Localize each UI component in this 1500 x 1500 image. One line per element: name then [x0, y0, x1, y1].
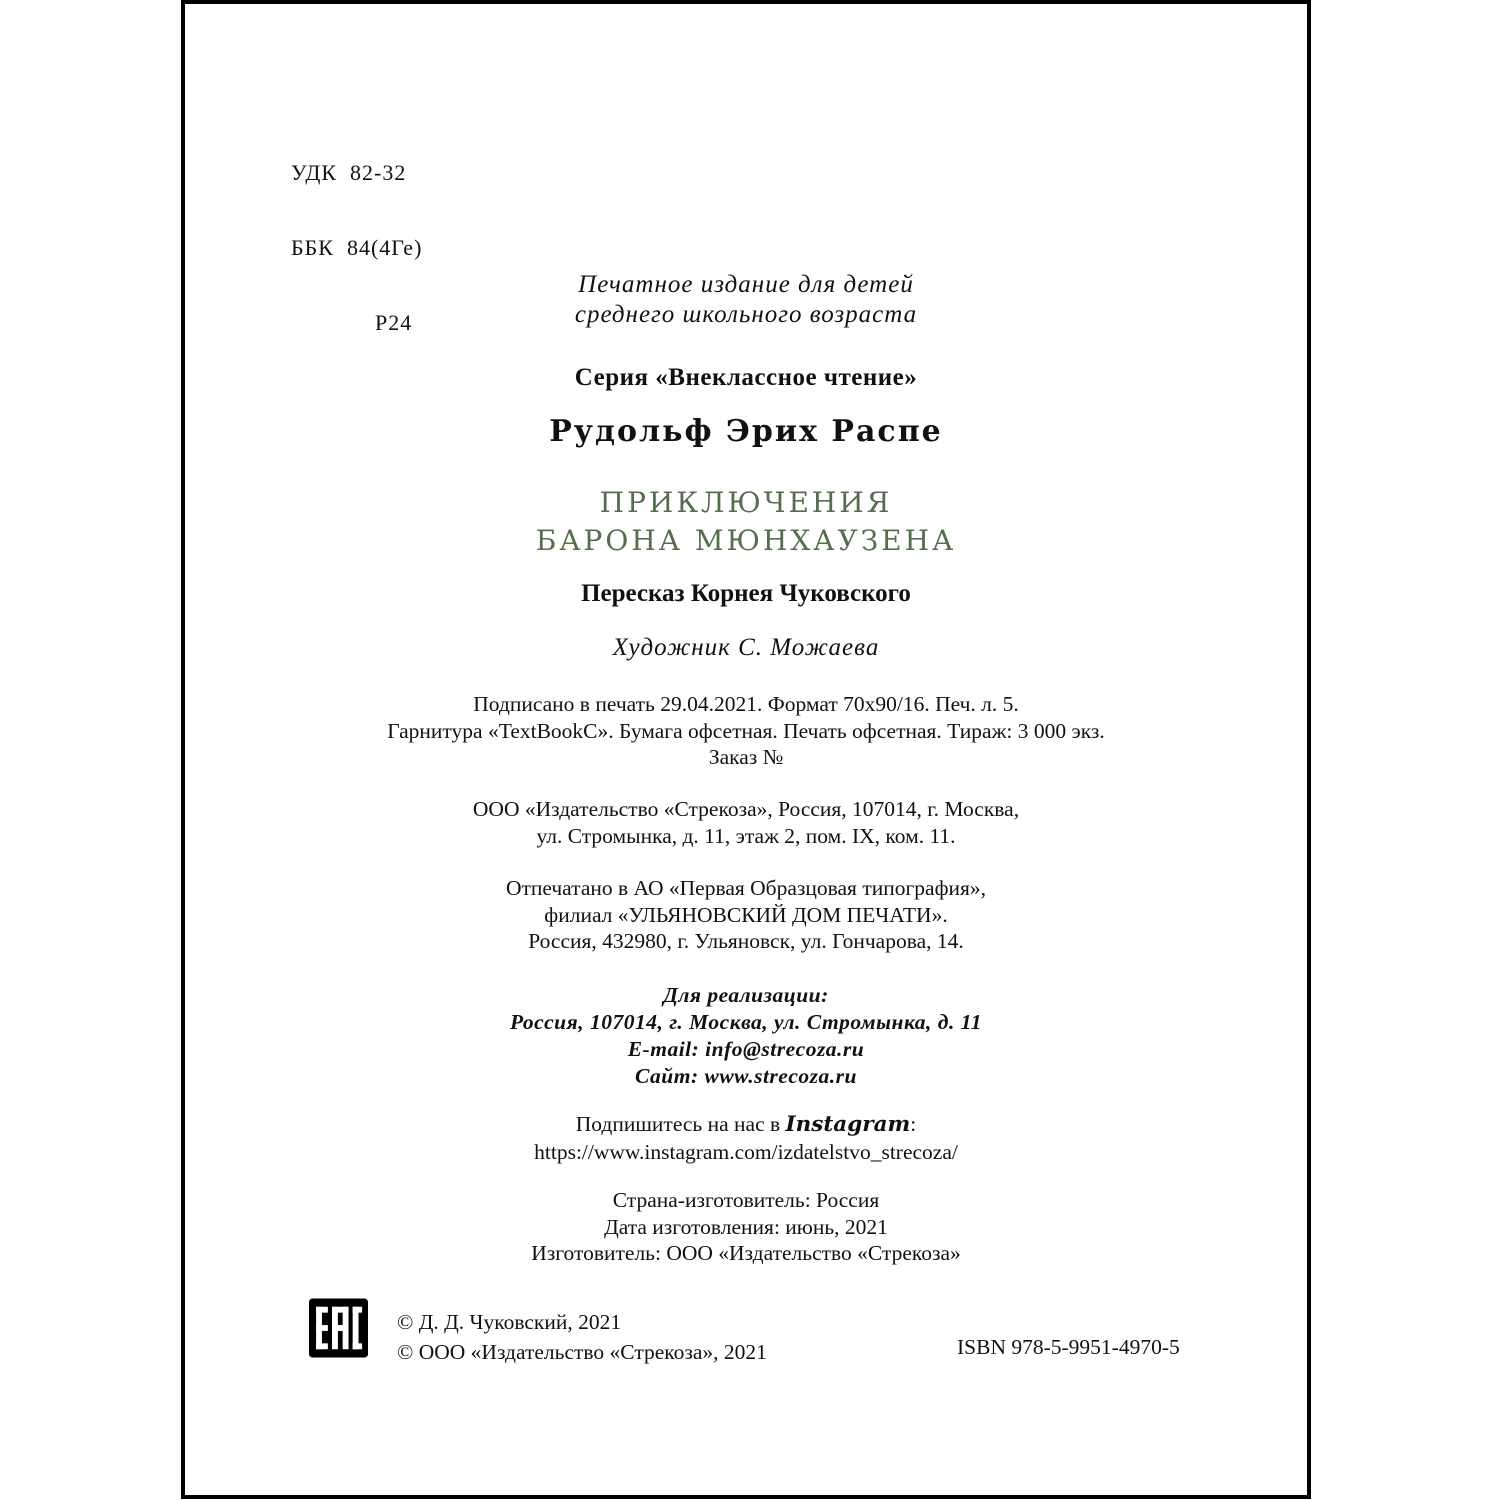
publisher-address: [185, 796, 1307, 849]
copyright-line: © Д. Д. Чуковский, 2021: [397, 1310, 622, 1334]
sales-info-line: Россия, 107014, г. Москва, ул. Стромынка, д. 11: [509, 1010, 983, 1034]
copyright-lines: [397, 1307, 767, 1367]
instagram-invite-prefix: Подпишитесь на нас в: [575, 1112, 786, 1136]
edition-note-line: среднего школьного возраста: [574, 301, 918, 328]
print-details-line: Подписано в печать 29.04.2021. Формат 70х90/16. Печ. л. 5.: [473, 692, 1019, 716]
series-line: Серия «Внеклассное чтение»: [574, 364, 918, 391]
manufacture-info-line: Изготовитель: ООО «Издательство «Стрекоза»: [531, 1241, 961, 1265]
sales-info-line: Сайт: www.strecoza.ru: [635, 1064, 857, 1088]
printing-house: [185, 875, 1307, 955]
publisher-address-line: ул. Стромынка, д. 11, этаж 2, пом. IX, ком. 11.: [536, 823, 956, 848]
manufacture-info-line: Дата изготовления: июнь, 2021: [604, 1214, 888, 1239]
isbn: ISBN 978-5-9951-4970-5: [957, 1335, 1180, 1359]
author-sign-code: Р24: [375, 310, 413, 335]
printing-house-line: Россия, 432980, г. Ульяновск, ул. Гончарова, 14.: [528, 929, 964, 953]
colophon-page: [181, 0, 1311, 1499]
sales-info: [185, 982, 1307, 1090]
udc-code: УДК 82-32: [291, 160, 407, 185]
classification-codes: [291, 110, 422, 385]
instagram-invite-suffix: :: [910, 1112, 917, 1136]
sales-info-heading: Для реализации:: [663, 983, 829, 1007]
instagram-invite: [185, 1111, 1307, 1165]
print-details-line: Гарнитура «TextBookC». Бумага офсетная. Печать офсетная. Тираж: 3 000 экз.: [387, 718, 1105, 743]
manufacture-info-line: Страна-изготовитель: Россия: [612, 1188, 880, 1212]
edition-note-line: Печатное издание для детей: [578, 271, 914, 298]
bbk-code: ББК 84(4Ге): [291, 235, 423, 260]
book-title-line: БАРОНА МЮНХАУЗЕНА: [535, 524, 957, 557]
instagram-url: https://www.instagram.com/izdatelstvo_strecoza/: [534, 1139, 958, 1164]
artist-credit: Художник С. Можаева: [612, 634, 880, 661]
book-title: [185, 484, 1307, 560]
print-details-line: Заказ №: [708, 745, 784, 769]
edition-note: [185, 270, 1307, 330]
print-details: [185, 691, 1307, 771]
manufacture-info: [185, 1187, 1307, 1267]
printing-house-line: Отпечатано в АО «Первая Образцовая типография»,: [505, 876, 987, 900]
eac-mark-icon: [309, 1298, 368, 1358]
printing-house-line: филиал «УЛЬЯНОВСКИЙ ДОМ ПЕЧАТИ».: [544, 902, 948, 927]
copyright-line: © ООО «Издательство «Стрекоза», 2021: [397, 1340, 767, 1364]
sales-info-line: E-mail: info@strecoza.ru: [627, 1037, 865, 1061]
publisher-address-line: ООО «Издательство «Стрекоза», Россия, 107014, г. Москва,: [472, 797, 1020, 821]
author-name: Рудольф Эрих Распе: [549, 414, 943, 449]
retelling-credit: Пересказ Корнея Чуковского: [581, 580, 911, 607]
instagram-brand: Instagram: [785, 1112, 911, 1137]
book-title-line: ПРИКЛЮЧЕНИЯ: [599, 486, 893, 519]
instagram-invite-line: [185, 1111, 1307, 1139]
